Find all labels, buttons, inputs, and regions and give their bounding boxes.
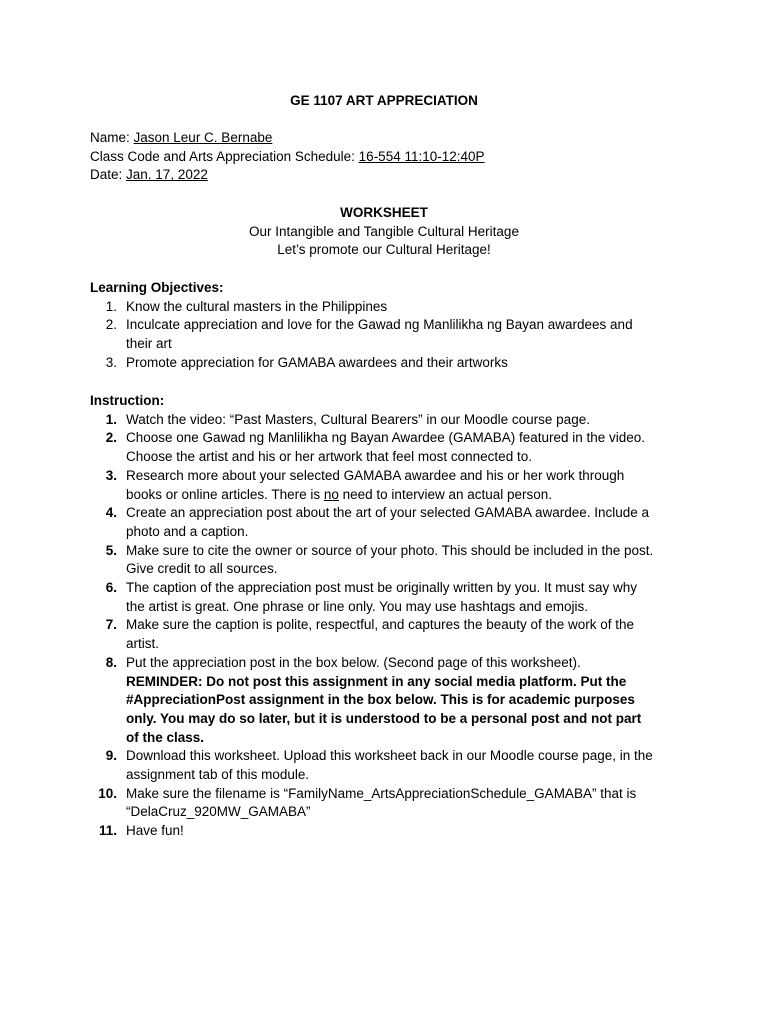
item-number: 11. [98,823,117,839]
worksheet-subtitle-1: Our Intangible and Tangible Cultural Heritage [249,223,519,239]
item-number: 5. [105,542,117,558]
item-text: assignment tab of this module. [126,767,310,783]
item-text: the artist is great. One phrase or line only. You may use hashtags and emojis. [126,598,589,614]
name-label: Name: [90,130,134,145]
item-text: Put the appreciation post in the box below. (Second page of this worksheet). [126,654,581,670]
list-item [90,579,690,616]
class-line [90,148,485,167]
class-label: Class Code and Arts Appreciation Schedule: [90,148,359,164]
item-text: Create an appreciation post about the art of your selected GAMABA awardee. Include a [126,505,650,521]
item-text: Watch the video: “Past Masters, Cultural Bearers” in our Moodle course page. [126,411,590,427]
name-value: Jason Leur C. Bernabe [133,130,273,145]
item-text: Inculcate appreciation and love for the Gawad ng Manlilikha ng Bayan awardees and [126,317,633,333]
student-info [90,129,485,185]
item-text: Know the cultural masters in the Philippines [126,298,388,314]
list-item [90,429,690,466]
item-number: 9. [105,748,117,764]
worksheet-header [0,204,768,260]
item-text [126,486,690,505]
document-title: GE 1107 ART APPRECIATION [290,93,478,108]
item-text: Research more about your selected GAMABA awardee and his or her work through [126,467,625,483]
instruction-heading: Instruction: [90,393,165,408]
underlined-no: no [323,486,339,502]
worksheet-subtitle-2: Let’s promote our Cultural Heritage! [277,242,491,258]
instruction-list [90,411,690,841]
name-line [90,129,485,148]
item-number: 1. [105,298,117,314]
list-item [90,316,690,353]
item-text: their art [126,336,172,352]
text-part: books or online articles. There is [126,486,324,502]
item-text: Download this worksheet. Upload this worksheet back in our Moodle course page, in the [126,748,653,764]
date-value: Jan. 17, 2022 [126,167,208,183]
item-text: Have fun! [126,823,184,839]
item-text: The caption of the appreciation post must be originally written by you. It must say why [126,580,638,596]
list-item [90,542,690,579]
item-number: 3. [105,467,117,483]
objectives-list [90,298,690,373]
list-item [90,411,690,430]
item-number: 2. [105,430,117,446]
item-text: Make sure the caption is polite, respectful, and captures the beauty of the work of the [126,617,635,633]
text-part: need to interview an actual person. [338,486,553,502]
item-text: Give credit to all sources. [126,561,278,577]
list-item [90,822,690,841]
list-item [90,504,690,541]
item-number: 2. [105,317,117,333]
reminder-text: REMINDER: Do not post this assignment in any social media platform. Put the [126,673,627,689]
item-number: 1. [105,411,117,427]
item-text: “DelaCruz_920MW_GAMABA” [126,804,311,820]
reminder-text: #AppreciationPost assignment in the box below. This is for academic purposes [126,692,635,708]
item-text: Choose the artist and his or her artwork that feel most connected to. [126,449,532,465]
item-text: Choose one Gawad ng Manlilikha ng Bayan Awardee (GAMABA) featured in the video. [126,430,646,446]
learning-objectives [90,279,690,373]
item-text: photo and a caption. [126,523,249,539]
list-item [90,616,690,653]
list-item [90,467,690,504]
class-value: 16-554 11:10-12:40P [358,148,485,164]
item-number: 7. [105,617,117,633]
list-item [90,654,690,748]
list-item [90,785,690,822]
item-text: Make sure to cite the owner or source of your photo. This should be included in the post. [126,542,654,558]
reminder-text: only. You may do so later, but it is understood to be a personal post and not part [126,710,642,726]
list-item [90,354,690,373]
list-item [90,747,690,784]
item-text: Promote appreciation for GAMABA awardees and their artworks [126,354,508,370]
instructions [90,392,690,841]
reminder-text: of the class. [126,729,205,745]
item-number: 4. [105,505,117,521]
worksheet-heading: WORKSHEET [340,205,428,220]
item-number: 3. [105,354,117,370]
item-number: 8. [105,654,117,670]
objectives-heading: Learning Objectives: [90,280,224,295]
item-number: 6. [105,580,117,596]
item-number: 10. [98,785,117,801]
date-line [90,166,485,185]
item-text: Make sure the filename is “FamilyName_ArtsAppreciationSchedule_GAMABA” that is [126,785,637,801]
list-item [90,298,690,317]
date-label: Date: [90,167,127,183]
item-text: artist. [126,636,160,652]
